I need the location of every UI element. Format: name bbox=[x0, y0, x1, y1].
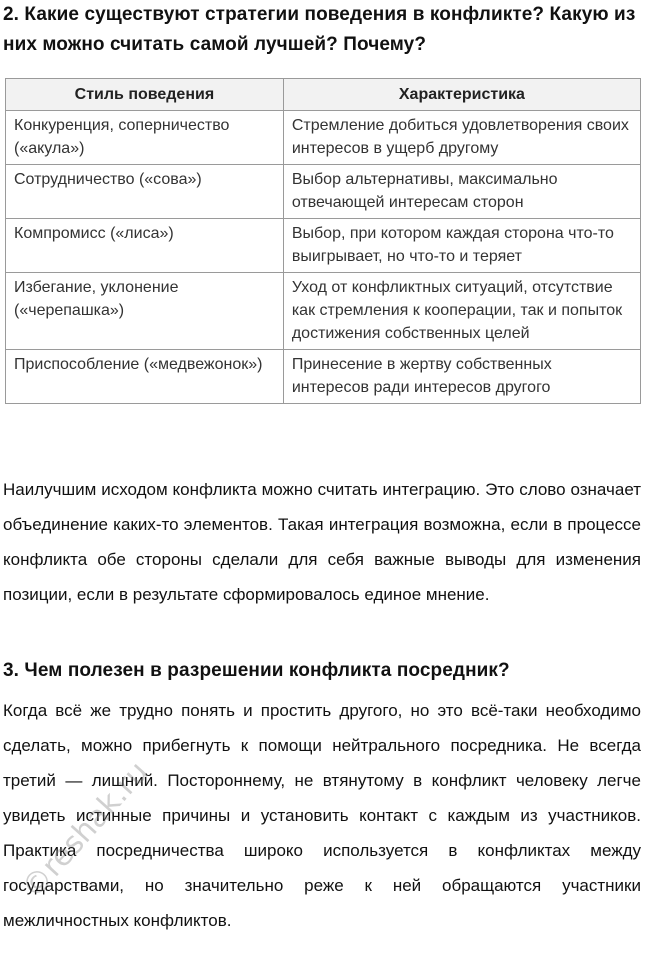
desc-cell: Уход от конфликтных ситуаций, отсутствие как стремления к кооперации, так и попыток достижения собственных целей bbox=[283, 273, 640, 350]
table-row bbox=[6, 165, 641, 219]
style-cell: Приспособление («медвежонок») bbox=[6, 350, 284, 404]
desc-cell: Выбор, при котором каждая сторона что-то выигрывает, но что-то и теряет bbox=[283, 219, 640, 273]
table-header-row bbox=[6, 79, 641, 111]
desc-cell: Принесение в жертву собственных интересов ради интересов другого bbox=[283, 350, 640, 404]
table-row bbox=[6, 219, 641, 273]
style-cell: Конкуренция, соперничество («акула») bbox=[6, 111, 284, 165]
table-row bbox=[6, 111, 641, 165]
table-row bbox=[6, 350, 641, 404]
question-2-title: 3. Чем полезен в разрешении конфликта посредник? bbox=[3, 660, 510, 681]
table-row bbox=[6, 273, 641, 350]
desc-cell: Выбор альтернативы, максимально отвечающей интересам сторон bbox=[283, 165, 640, 219]
answer-1-paragraph: Наилучшим исходом конфликта можно считать интеграцию. Это слово означает объединение каких-то элементов. Такая интеграция возможна, если в процессе конфликта обе стороны сделали для себя важные выводы для изменения позиции, если в результате сформировалось единое мнение. bbox=[3, 480, 641, 604]
style-cell: Сотрудничество («сова») bbox=[6, 165, 284, 219]
style-cell: Компромисс («лиса») bbox=[6, 219, 284, 273]
desc-cell: Стремление добиться удовлетворения своих интересов в ущерб другому bbox=[283, 111, 640, 165]
header-style: Стиль поведения bbox=[6, 79, 284, 111]
style-cell: Избегание, уклонение («черепашка») bbox=[6, 273, 284, 350]
strategies-table bbox=[5, 78, 641, 404]
question-1-title: 2. Какие существуют стратегии поведения в конфликте? Какую из них можно считать самой лучшей? Почему? bbox=[3, 4, 636, 55]
watermark-logo: ©reshak.ru bbox=[14, 754, 156, 906]
header-characteristic: Характеристика bbox=[283, 79, 640, 111]
answer-2-paragraph: Когда всё же трудно понять и простить другого, но это всё-таки необходимо сделать, можно прибегнуть к помощи нейтрального посредника. Не всегда третий — лишний. Постороннему, не втянутому в конфликт человеку легче увидеть истинные причины и установить контакт с каждым из участников. Практика посредничества широко используется в конфликтах между государствами, но значительно реже к ней обращаются участники межличностных конфликтов. bbox=[3, 701, 641, 930]
